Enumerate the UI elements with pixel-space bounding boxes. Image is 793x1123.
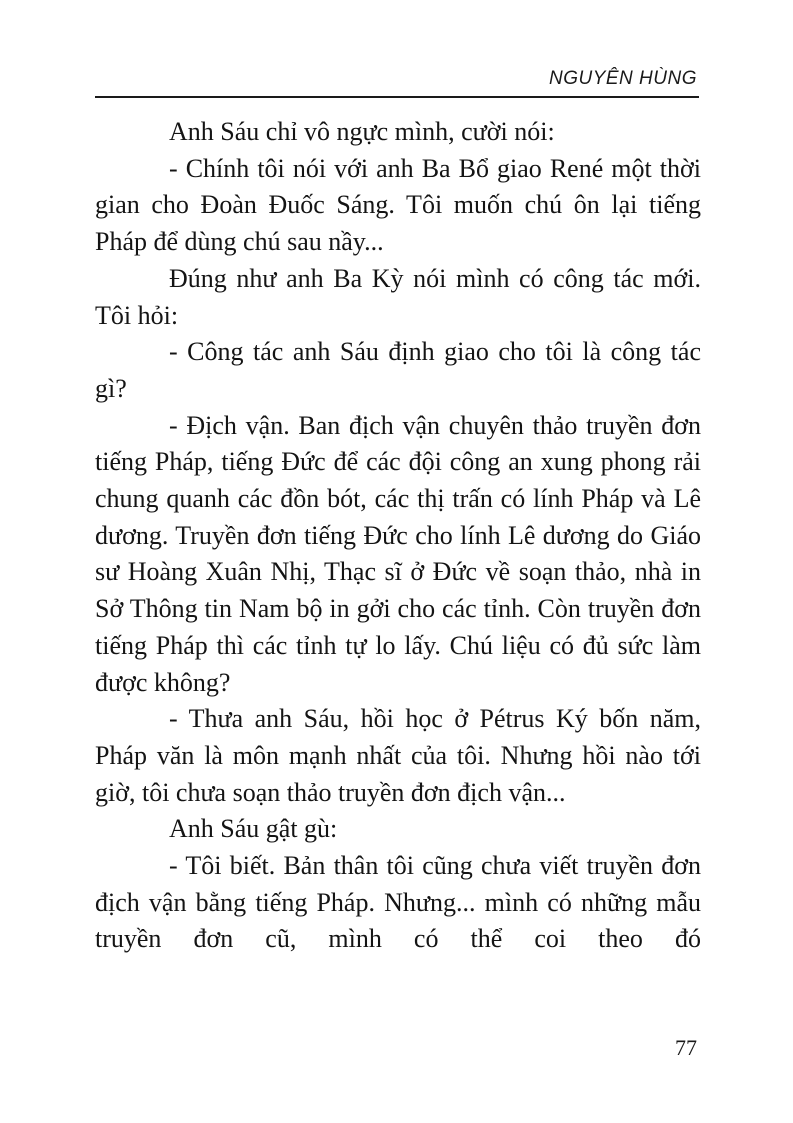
- paragraph: - Tôi biết. Bản thân tôi cũng chưa viết truyền đơn địch vận bằng tiếng Pháp. Nhưng... mình có những mẫu truyền đơn cũ, mình có thể coi theo đó: [95, 851, 701, 954]
- paragraph: Đúng như anh Ba Kỳ nói mình có công tác mới. Tôi hỏi:: [95, 263, 701, 330]
- header-rule: [95, 96, 699, 98]
- page-number: 77: [675, 1035, 697, 1060]
- running-head-author: NGUYÊN HÙNG: [548, 68, 697, 89]
- paragraph: Anh Sáu chỉ vô ngực mình, cười nói:: [169, 117, 555, 146]
- paragraph: Anh Sáu gật gù:: [169, 814, 338, 844]
- paragraph: - Chính tôi nói với anh Ba Bổ giao René một thời gian cho Đoàn Đuốc Sáng. Tôi muốn chú ôn lại tiếng Pháp để dùng chú sau nầy...: [95, 153, 701, 257]
- paragraph: - Thưa anh Sáu, hồi học ở Pétrus Ký bốn năm, Pháp văn là môn mạnh nhất của tôi. Nhưng hồi nào tới giờ, tôi chưa soạn thảo truyền đơn địch vận...: [95, 704, 701, 807]
- paragraph: - Công tác anh Sáu định giao cho tôi là công tác gì?: [95, 337, 701, 403]
- paragraph: - Địch vận. Ban địch vận chuyên thảo truyền đơn tiếng Pháp, tiếng Đức để các đội công an xung phong rải chung quanh các đồn bót, các thị trấn có lính Pháp và Lê dương. Truyền đơn tiếng Đức cho lính Lê dương do Giáo sư Hoàng Xuân Nhị, Thạc sĩ ở Đức về soạn thảo, nhà in Sở Thông tin Nam bộ in gởi cho các tỉnh. Còn truyền đơn tiếng Pháp thì các tỉnh tự lo lấy. Chú liệu có đủ sức làm được không?: [95, 410, 701, 697]
- body-text: [95, 114, 701, 958]
